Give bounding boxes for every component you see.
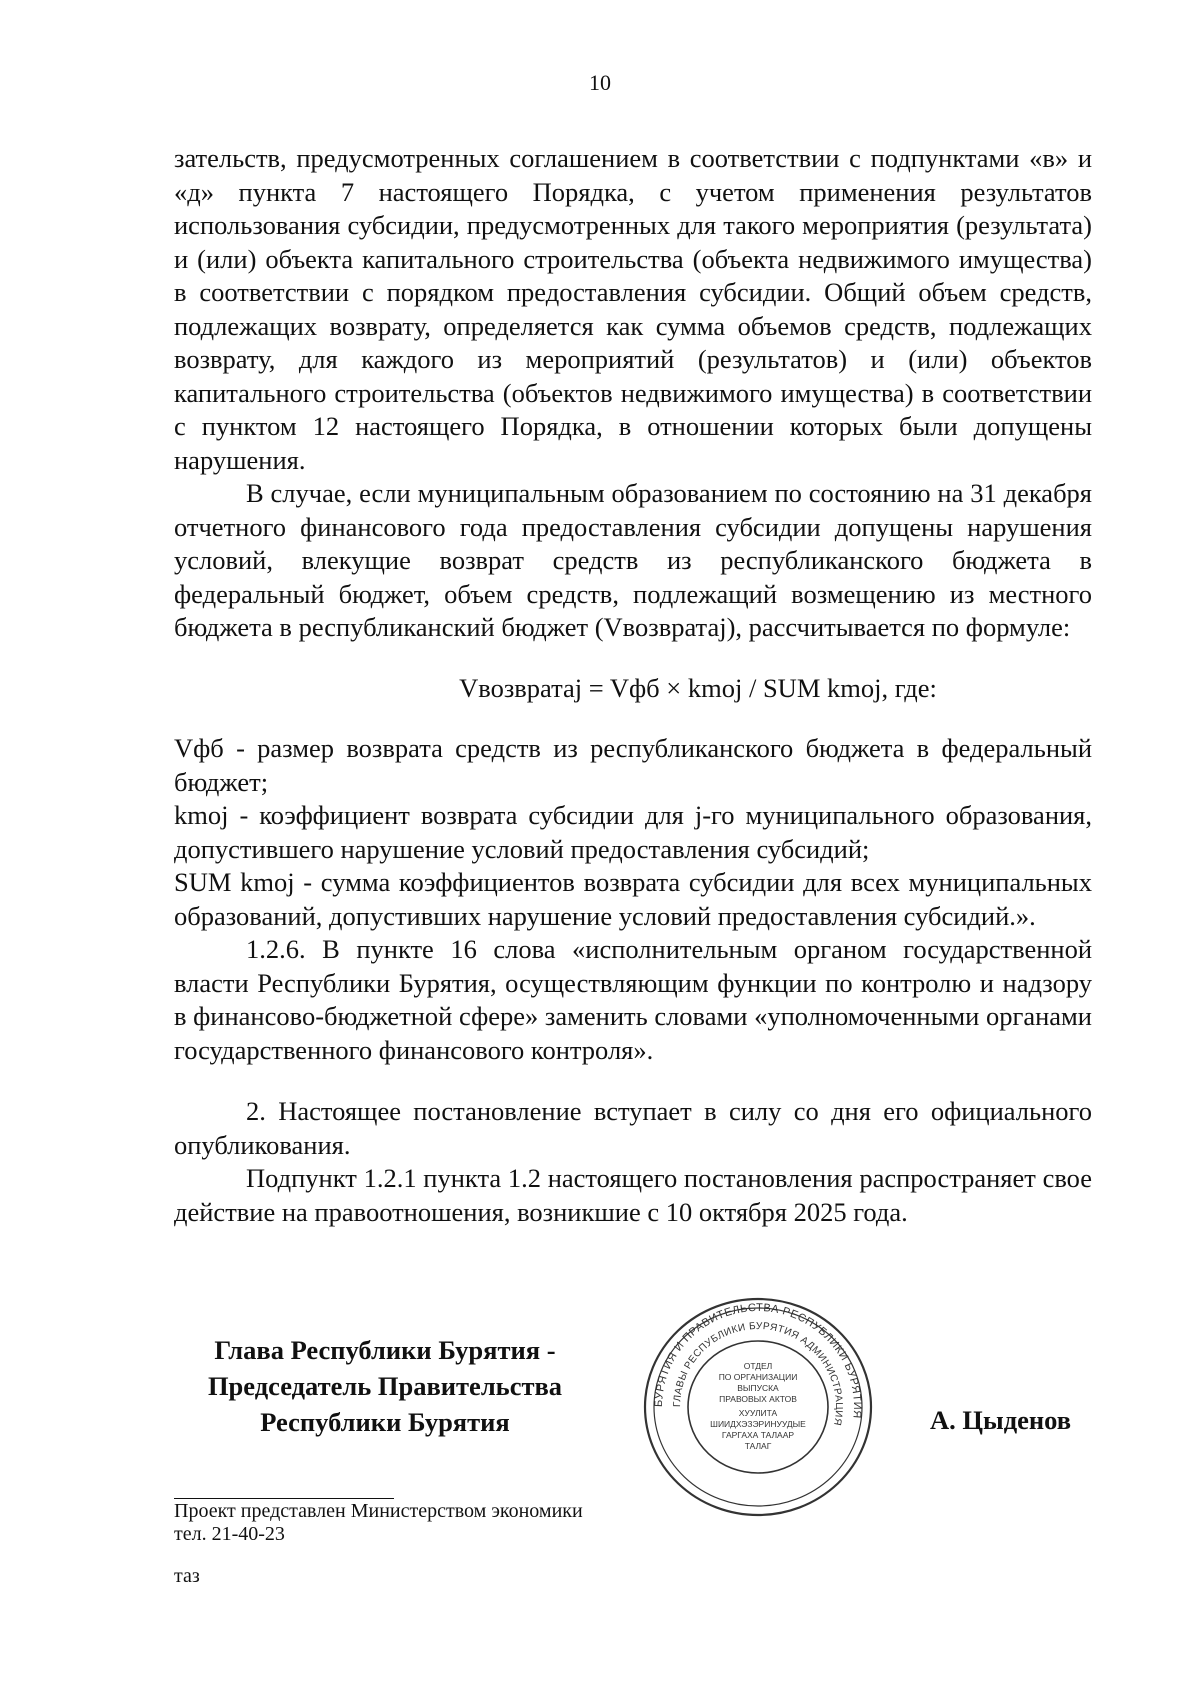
footnote-line: тел. 21-40-23: [174, 1523, 285, 1545]
seal-inner-text: ГЛАВЫ РЕСПУБЛИКИ БУРЯТИЯ АДМИНИСТРАЦИЯ: [671, 1320, 845, 1427]
closing-effective-date: 2. Настоящее постановление вступает в силу со дня его официального опубликования.: [174, 1096, 1092, 1160]
seal-outer-text: БУРЯТИЯ И ПРАВИТЕЛЬСТВА РЕСПУБЛИКИ БУРЯТИЯ: [652, 1301, 864, 1420]
seal-center-line: ГАРГАХА ТАЛААР: [721, 1430, 795, 1440]
paragraph-continuation: зательств, предусмотренных соглашением в соответствии с подпунктами «в» и «д» пункта 7 настоящего Порядка, с учетом применения результатов использования субсидии, предусмотренных для такого мероприятия (результата) и (или) объекта капитального строительства (объекта недвижимого имущества) в соответствии с порядком предоставления субсидии. Общий объем средств, подлежащих возврату, определяется как сумма объемов средств, подлежащих возврату, для каждого из мероприятий (результатов) и (или) объектов капитального строительства (объектов недвижимого имущества) в соответствии с пунктом 12 настоящего Порядка, в отношении которых были допущены нарушения.: [174, 143, 1092, 475]
amendment-1-2-6: 1.2.6. В пункте 16 слова «исполнительным органом государственной власти Республики Бурятия, осуществляющим функции по контролю и надзору в финансово-бюджетной сфере» заменить словами «уполномоченными органами государственного финансового контроля».: [174, 934, 1092, 1065]
refund-formula: Vвозвратаj = Vфб × kmoj / SUM kmoj, где:: [459, 672, 937, 703]
seal-center-line: ТАЛАГ: [744, 1441, 772, 1451]
definition-kmoj: kmoj - коэффициент возврата субсидии для j-го муниципального образования, допустившего нарушение условий предоставления субсидий;: [174, 800, 1092, 864]
official-seal: [638, 1292, 878, 1522]
signature-title-line: Председатель Правительства: [207, 1371, 563, 1401]
signature-title-line: Республики Бурятия: [260, 1407, 510, 1437]
seal-center-line: ХУУЛИТА: [738, 1408, 778, 1418]
signature-title-line: Глава Республики Бурятия -: [214, 1335, 556, 1365]
document-body: [174, 142, 1092, 1229]
signature-title: [170, 1332, 600, 1440]
footnote-line: Проект представлен Министерством экономики: [174, 1500, 583, 1522]
definition-sum-kmoj: SUM kmoj - сумма коэффициентов возврата субсидии для всех муниципальных образований, допустивших нарушение условий предоставления субсидий.».: [174, 867, 1092, 931]
signer-name: А. Цыденов: [930, 1405, 1072, 1435]
typist-initials: таз: [174, 1565, 200, 1587]
seal-center-line: ОТДЕЛ: [743, 1361, 773, 1371]
seal-center-line: ВЫПУСКА: [737, 1383, 779, 1393]
seal-center-line: ПРАВОВЫХ АКТОВ: [719, 1394, 797, 1404]
footnote-divider: [174, 1498, 394, 1499]
seal-center-line: ШИИДХЭЗЭРИНУУДЫЕ: [710, 1419, 806, 1429]
seal-center-line: ПО ОРГАНИЗАЦИИ: [718, 1372, 798, 1382]
definition-vfb: Vфб - размер возврата средств из республиканского бюджета в федеральный бюджет;: [174, 733, 1092, 797]
paragraph-refund-case: В случае, если муниципальным образованием по состоянию на 31 декабря отчетного финансового года предоставления субсидии допущены нарушения условий, влекущие возврат средств из республиканского бюджета в федеральный бюджет, объем средств, подлежащий возмещению из местного бюджета в республиканский бюджет (Vвозвратаj), рассчитывается по формуле:: [174, 478, 1092, 642]
closing-retroactive: Подпункт 1.2.1 пункта 1.2 настоящего постановления распространяет свое действие на правоотношения, возникшие с 10 октября 2025 года.: [174, 1163, 1092, 1227]
page-number: 10: [589, 70, 611, 95]
footnote: [174, 1500, 583, 1546]
